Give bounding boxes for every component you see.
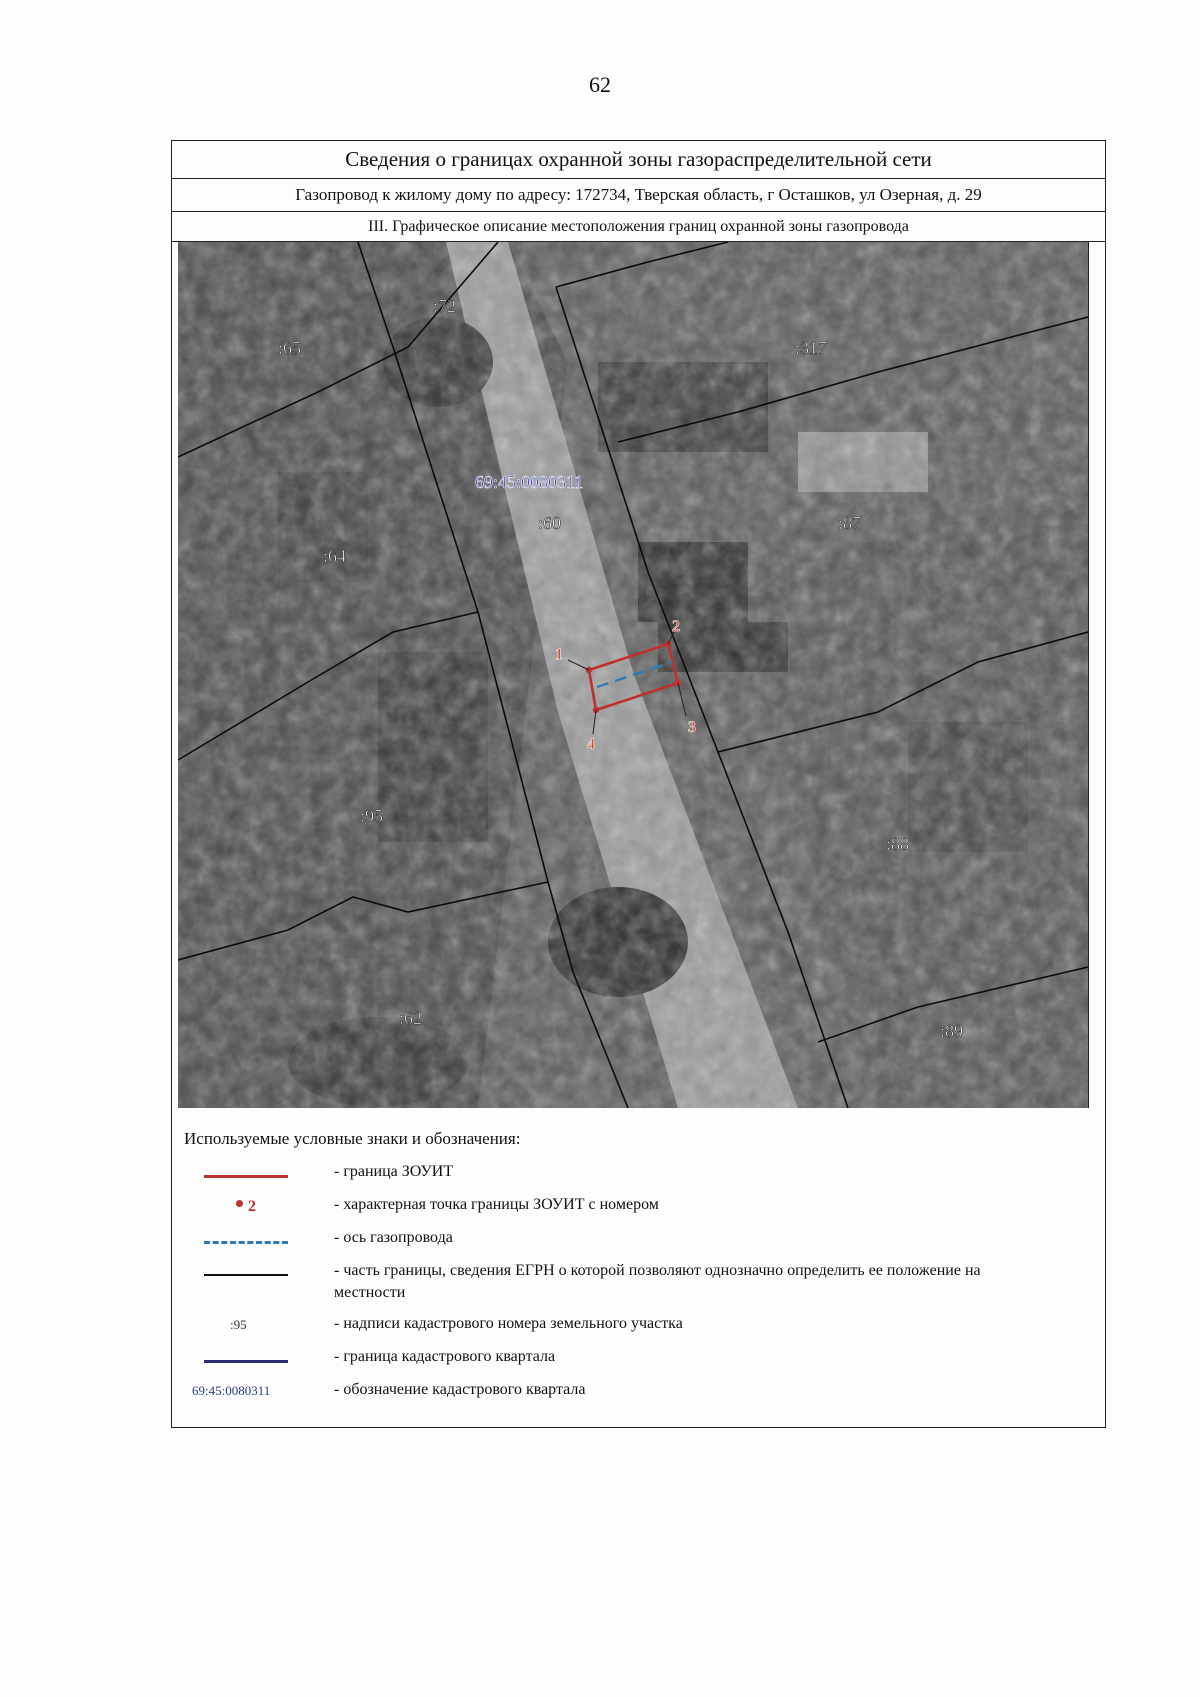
point-label-2: 2 bbox=[672, 618, 680, 635]
quarter-label: 69:45:0080311 bbox=[475, 472, 584, 492]
navy-line-icon bbox=[204, 1360, 288, 1363]
legend-item-quarter-label bbox=[184, 1379, 1084, 1409]
point-sample: 2 bbox=[248, 1198, 256, 1215]
point-label-4: 4 bbox=[587, 736, 595, 753]
parcel-label-sample: :95 bbox=[230, 1317, 247, 1332]
legend-title: Используемые условные знаки и обозначения: bbox=[184, 1129, 521, 1148]
point-label-3: 3 bbox=[688, 719, 696, 736]
legend-item-parcel-label bbox=[184, 1313, 1084, 1343]
legend-text: - часть границы, сведения ЕГРН о которой позволяют однозначно определить ее положение на местности bbox=[334, 1262, 981, 1301]
legend-symbol bbox=[184, 1161, 304, 1191]
blue-dashed-line-icon bbox=[204, 1241, 288, 1244]
parcel-label: :72 bbox=[433, 296, 457, 316]
parcel-label: :62 bbox=[399, 1008, 423, 1028]
legend-symbol bbox=[184, 1379, 304, 1409]
legend-text: - ось газопровода bbox=[334, 1229, 453, 1246]
legend-symbol bbox=[184, 1313, 304, 1343]
legend-item-zone-boundary bbox=[184, 1161, 1084, 1191]
parcel-label: :65 bbox=[278, 338, 302, 358]
document-title: Сведения о границах охранной зоны газораспределительной сети bbox=[172, 141, 1105, 179]
legend-text: - характерная точка границы ЗОУИТ с номером bbox=[334, 1196, 659, 1213]
legend-text: - граница кадастрового квартала bbox=[334, 1348, 556, 1365]
legend-item-quarter-boundary bbox=[184, 1346, 1084, 1376]
legend-symbol bbox=[184, 1260, 304, 1290]
parcel-label: :88 bbox=[886, 834, 910, 854]
parcel-label: :95 bbox=[360, 806, 384, 826]
section-heading: III. Графическое описание местоположения границ охранной зоны газопровода bbox=[172, 212, 1105, 242]
document-frame bbox=[171, 140, 1106, 1428]
legend-text: - надписи кадастрового номера земельного участка bbox=[334, 1315, 683, 1332]
legend-text: - обозначение кадастрового квартала bbox=[334, 1381, 586, 1398]
parcel-label: :60 bbox=[538, 513, 562, 533]
parcel-label: :87 bbox=[838, 513, 862, 533]
object-description: Газопровод к жилому дому по адресу: 172734, Тверская область, г Осташков, ул Озерная, д. 29 bbox=[172, 179, 1105, 212]
legend-item-boundary-point bbox=[184, 1194, 1084, 1224]
parcel-label: :317 bbox=[795, 338, 828, 358]
parcel-label: :89 bbox=[940, 1021, 964, 1041]
red-point-icon bbox=[236, 1200, 243, 1207]
point-label-1: 1 bbox=[555, 646, 563, 663]
legend-item-pipeline-axis bbox=[184, 1227, 1084, 1257]
black-line-icon bbox=[204, 1274, 288, 1276]
page-number: 62 bbox=[589, 72, 611, 97]
map-svg bbox=[178, 242, 1088, 1108]
legend-symbol bbox=[184, 1346, 304, 1376]
legend-item-egrn-boundary bbox=[184, 1260, 1084, 1308]
quarter-label-sample: 69:45:0080311 bbox=[192, 1383, 271, 1398]
cadastral-map bbox=[178, 242, 1089, 1108]
legend-symbol bbox=[184, 1194, 304, 1224]
red-line-icon bbox=[204, 1175, 288, 1178]
legend-symbol bbox=[184, 1227, 304, 1257]
parcel-label: :64 bbox=[323, 546, 347, 566]
legend-text: - граница ЗОУИТ bbox=[334, 1163, 454, 1180]
